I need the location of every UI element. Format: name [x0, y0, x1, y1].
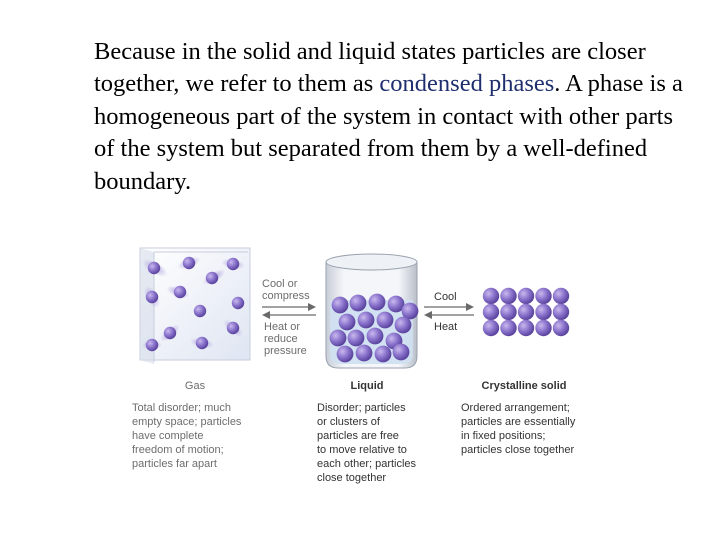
- gas-particle: [148, 262, 160, 274]
- gas-liquid-arrows: [262, 303, 316, 319]
- liquid-solid-arrows: [424, 303, 474, 319]
- liquid-particle: [367, 328, 384, 345]
- liquid-particle: [377, 312, 394, 329]
- solid-particle: [535, 304, 551, 320]
- solid-particle: [483, 320, 499, 336]
- solid-particle: [518, 288, 534, 304]
- gas-particle: [196, 337, 208, 349]
- heat-or-reduce-pressure-label: Heat or reduce pressure: [264, 321, 307, 357]
- gas-particle: [232, 297, 244, 309]
- cool-label: Cool: [434, 291, 457, 303]
- solid-particle: [553, 320, 569, 336]
- liquid-description: Disorder; particles or clusters of particles are free to move relative to each other; particles close together: [317, 402, 417, 484]
- gas-title: Gas: [184, 380, 206, 392]
- solid-particle: [500, 320, 516, 336]
- cool-or-compress-label: Cool or compress: [262, 278, 310, 302]
- liquid-particle: [395, 317, 412, 334]
- solid-particle: [483, 304, 499, 320]
- solid-particle: [553, 288, 569, 304]
- solid-particle: [535, 320, 551, 336]
- solid-particle: [500, 288, 516, 304]
- solid-particle: [483, 288, 499, 304]
- liquid-particle: [369, 294, 386, 311]
- solid-description: Ordered arrangement; particles are essentially in fixed positions; particles close together: [461, 402, 576, 456]
- solid-particle: [553, 304, 569, 320]
- gas-particle: [227, 322, 239, 334]
- paragraph-highlight: condensed phases: [379, 70, 555, 98]
- liquid-particle: [330, 330, 347, 347]
- solid-particle: [535, 288, 551, 304]
- liquid-particle: [375, 346, 392, 363]
- liquid-particle: [356, 345, 373, 362]
- liquid-particle: [358, 312, 375, 329]
- gas-particle: [183, 257, 195, 269]
- gas-particle: [164, 327, 176, 339]
- gas-particle: [227, 258, 239, 270]
- liquid-particle: [339, 314, 356, 331]
- solid-title: Crystalline solid: [481, 380, 567, 392]
- gas-particle: [206, 272, 218, 284]
- liquid-particle: [337, 346, 354, 363]
- gas-particle: [146, 291, 158, 303]
- paragraph-text-after: . A phase is a homogeneous part of the system in contact with other parts of the system but separated from them by a well-defined boundary.: [94, 70, 683, 195]
- gas-particle: [174, 286, 186, 298]
- paragraph-text-before: Because in the solid and liquid states particles are closer together, we refer to them as: [94, 38, 646, 98]
- gas-particle: [146, 339, 158, 351]
- solid-particle: [518, 320, 534, 336]
- solid-particle: [500, 304, 516, 320]
- liquid-title: Liquid: [350, 380, 384, 392]
- solid-particles: [483, 288, 569, 336]
- heat-label: Heat: [434, 321, 458, 333]
- solid-particle: [518, 304, 534, 320]
- gas-description: Total disorder; much empty space; particles have complete freedom of motion; particles far apart: [132, 402, 242, 470]
- liquid-particle: [393, 344, 410, 361]
- liquid-particle: [348, 330, 365, 347]
- gas-particle: [194, 305, 206, 317]
- liquid-particle: [350, 295, 367, 312]
- liquid-particle: [332, 297, 349, 314]
